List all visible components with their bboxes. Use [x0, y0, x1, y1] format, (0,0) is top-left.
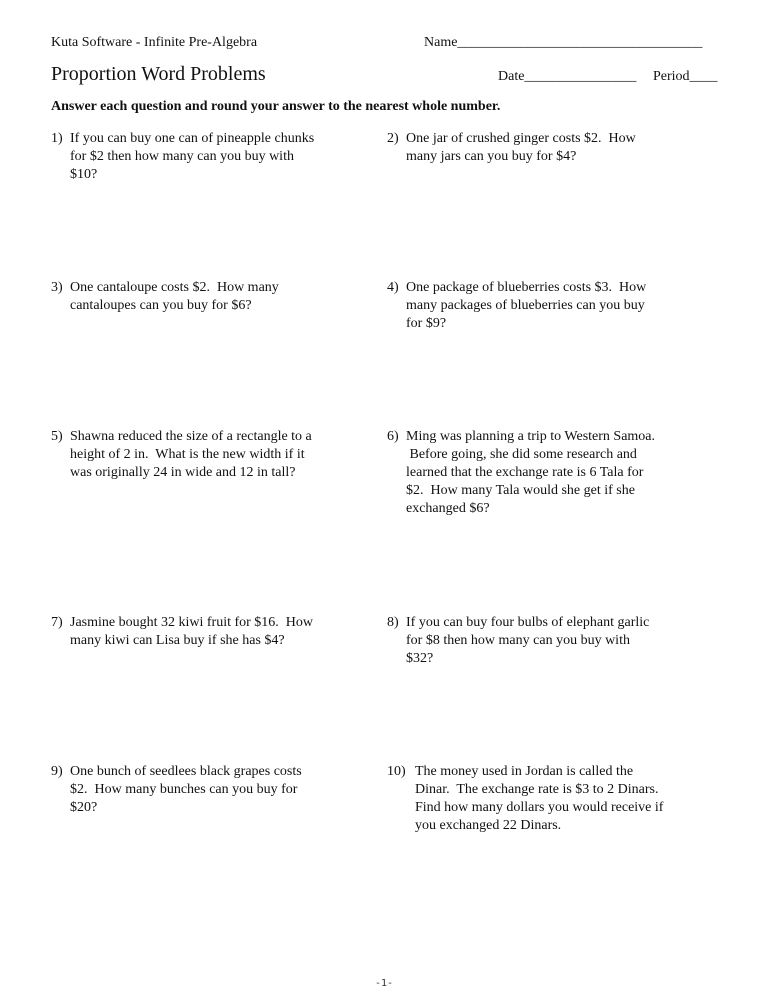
question-text: One bunch of seedlees black grapes costs $2. How many bunches can you buy for $20?: [70, 764, 302, 815]
question-text: If you can buy four bulbs of elephant garlic for $8 then how many can you buy with $32?: [406, 615, 650, 666]
question-number: 9): [51, 764, 63, 779]
question-number: 2): [387, 131, 399, 146]
page-title: Proportion Word Problems: [51, 63, 266, 85]
question-number: 7): [51, 615, 63, 630]
question-text: Ming was planning a trip to Western Samoa. Before going, she did some research and learned that the exchange rate is 6 Tala for $2. How many Tala would she get if she exchanged $6?: [406, 429, 656, 516]
question-text: Shawna reduced the size of a rectangle to a height of 2 in. What is the new width if it was originally 24 in wide and 12 in tall?: [70, 429, 312, 480]
question-text: Jasmine bought 32 kiwi fruit for $16. How many kiwi can Lisa buy if she has $4?: [70, 615, 314, 648]
name-field-label: Name___________________________________: [424, 35, 703, 50]
question-text: One package of blueberries costs $3. How many packages of blueberries can you buy for $9?: [406, 280, 647, 331]
question-text: The money used in Jordan is called the Dinar. The exchange rate is $3 to 2 Dinars. Find how many dollars you would receive if you exchanged 22 Dinars.: [415, 764, 664, 833]
question-text: One jar of crushed ginger costs $2. How many jars can you buy for $4?: [406, 131, 636, 164]
question-text: If you can buy one can of pineapple chunks for $2 then how many can you buy with $10?: [70, 131, 315, 182]
question-number: 4): [387, 280, 399, 295]
instructions: Answer each question and round your answer to the nearest whole number.: [51, 99, 501, 114]
period-field-label: Period____: [653, 69, 718, 84]
question-number: 5): [51, 429, 63, 444]
question-number: 8): [387, 615, 399, 630]
page-number: -1-: [374, 978, 394, 989]
question-number: 3): [51, 280, 63, 295]
question-number: 1): [51, 131, 63, 146]
question-text: One cantaloupe costs $2. How many cantaloupes can you buy for $6?: [70, 280, 279, 313]
question-number: 6): [387, 429, 399, 444]
question-number: 10): [387, 764, 406, 779]
publisher-label: Kuta Software - Infinite Pre-Algebra: [51, 35, 258, 50]
date-field-label: Date________________: [498, 69, 637, 84]
